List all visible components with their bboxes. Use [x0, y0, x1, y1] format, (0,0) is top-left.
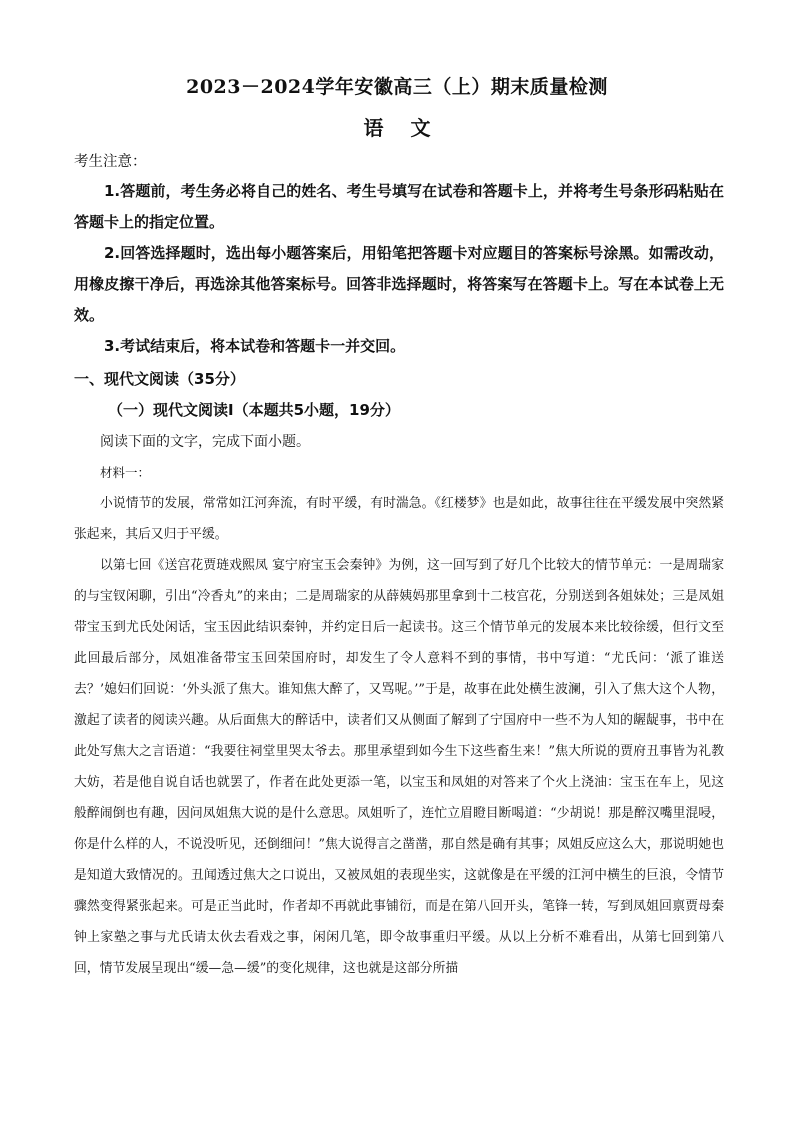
subsection-title: （一）现代文阅读Ⅰ（本题共5小题，19分）: [108, 401, 400, 419]
notice-item-3: 3.考试结束后，将本试卷和答题卡一并交回。: [104, 337, 406, 355]
section-title: 一、现代文阅读（35分）: [74, 370, 245, 388]
notice-item-1: 1.答题前，考生务必将自己的姓名、考生号填写在试卷和答题卡上，并将考生号条形码粘贴在答题卡上的指定位置。: [74, 182, 724, 231]
material-label: 材料一：: [100, 465, 151, 480]
notice-item-2: 2.回答选择题时，选出每小题答案后，用铅笔把答题卡对应题目的答案标号涂黑。如需改动，用橡皮擦干净后，再选涂其他答案标号。回答非选择题时，将答案写在答题卡上。写在本试卷上无效。: [74, 244, 724, 324]
material-paragraph-1: 小说情节的发展，常常如江河奔流，有时平缓，有时湍急。《红楼梦》也是如此，故事往往在平缓发展中突然紧张起来，其后又归于平缓。: [74, 496, 724, 542]
subject-title: 语 文: [363, 116, 441, 140]
reading-instruction: 阅读下面的文字，完成下面小题。: [100, 434, 310, 450]
material-paragraph-2: 以第七回《送宫花贾琏戏熙凤 宴宁府宝玉会秦钟》为例，这一回写到了好几个比较大的情节单元：一是周瑞家的与宝钗闲聊，引出“冷香丸”的来由；二是周瑞家的从薛姨妈那里拿到十二枝宫花，分别送到各姐妹处；三是凤姐带宝玉到尤氏处闲话，宝玉因此结识秦钟，并约定日后一起读书。这三个情节单元的发展本来比较徐缓，但行文至此回最后部分，凤姐准备带宝玉回荣国府时，却发生了令人意料不到的事情，书中写道：“尤氏问：‘派了谁送去？’媳妇们回说：‘外头派了焦大。谁知焦大醉了，又骂呢。’”于是，故事在此处横生波澜，引入了焦大这个人物，激起了读者的阅读兴趣。从后面焦大的醉话中，读者们又从侧面了解到了宁国府中一些不为人知的龌龊事，书中在此处写焦大之言语道：“我要往祠堂里哭太爷去。那里承望到如今生下这些畜生来！”焦大所说的贾府丑事皆为礼教大妨，若是他自说自话也就罢了，作者在此处更添一笔，以宝玉和凤姐的对答来了个火上浇油：宝玉在车上，见这般醉闹倒也有趣，因问凤姐焦大说的是什么意思。凤姐听了，连忙立眉瞪目断喝道：“少胡说！那是醉汉嘴里混唚，你是什么样的人，不说没听见，还倒细问！”焦大说得言之凿凿，那自然是确有其事；凤姐反应这么大，那说明她也是知道大致情况的。丑闻透过焦大之口说出，又被凤姐的表现坐实，这就像是在平缓的江河中横生的巨浪，令情节骤然变得紧张起来。可是正当此时，作者却不再就此事铺衍，而是在第八回开头，笔锋一转，写到凤姐回禀贾母秦钟上家塾之事与尤氏请太伙去看戏之事，闲闲几笔，即令故事重归平缓。从以上分析不难看出，从第七回到第八回，情节发展呈现出“缓—急—缓”的变化规律，这也就是这部分所描: [74, 558, 724, 976]
notice-heading: 考生注意：: [74, 154, 147, 170]
exam-title: 2023－2024学年安徽高三（上）期末质量检测: [186, 76, 608, 98]
